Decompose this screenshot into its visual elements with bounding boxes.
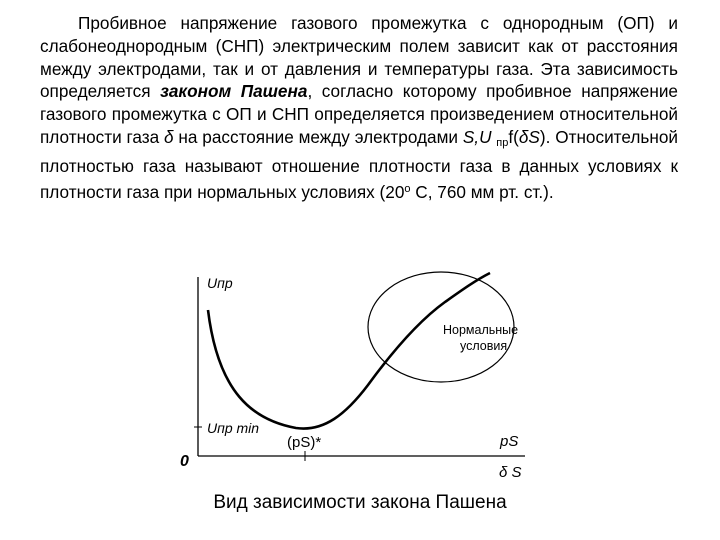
s-u-symbols: S,U [462,126,492,147]
ellipse-label-line-1: Нормальные [443,323,519,337]
ellipse-label-line-2: условия [460,339,508,353]
degree-superscript: о [404,182,411,195]
delta-s-symbol: δS [518,126,540,147]
subscript-pr: пр [496,136,509,149]
text-part-4: f( [508,126,519,147]
text-part-6: С, 760 мм рт. ст.). [410,181,554,202]
text-part-5: ). Относительной плотностью газа называют отношение плотности газа в данных условиях к плотности газа при нормальных условиях (20 [40,126,678,202]
paschen-curve [208,273,490,429]
text-part-1: Пробивное напряжение газового промежутка с однородным (ОП) и слабонеоднородным (СНП) электрическим полем зависит как от расстояния между электродами, так и от давления и температуры газа. Эта зависимость определяется [40,13,678,102]
text-part-3: на расстояние между электродами [178,126,459,147]
text-part-2: , согласно которому пробивное напряжение газового промежутка с ОП и СНП определяется произведением относительной плотности газа [40,81,678,147]
paschen-law-term: законом Пашена [160,81,308,102]
paragraph [40,12,678,203]
x-label-top: pS [500,433,519,450]
y-min-label: Uпр min [207,420,260,436]
delta-symbol: δ [164,126,174,147]
origin-label: 0 [180,453,189,470]
x-min-label: (pS)* [287,434,322,451]
body-text [40,12,678,203]
figure-caption: Вид зависимости закона Пашена [213,492,507,513]
x-label-bottom: δ S [499,464,522,481]
y-axis-label: Uпр [207,275,233,291]
paschen-curve-figure [0,262,720,492]
